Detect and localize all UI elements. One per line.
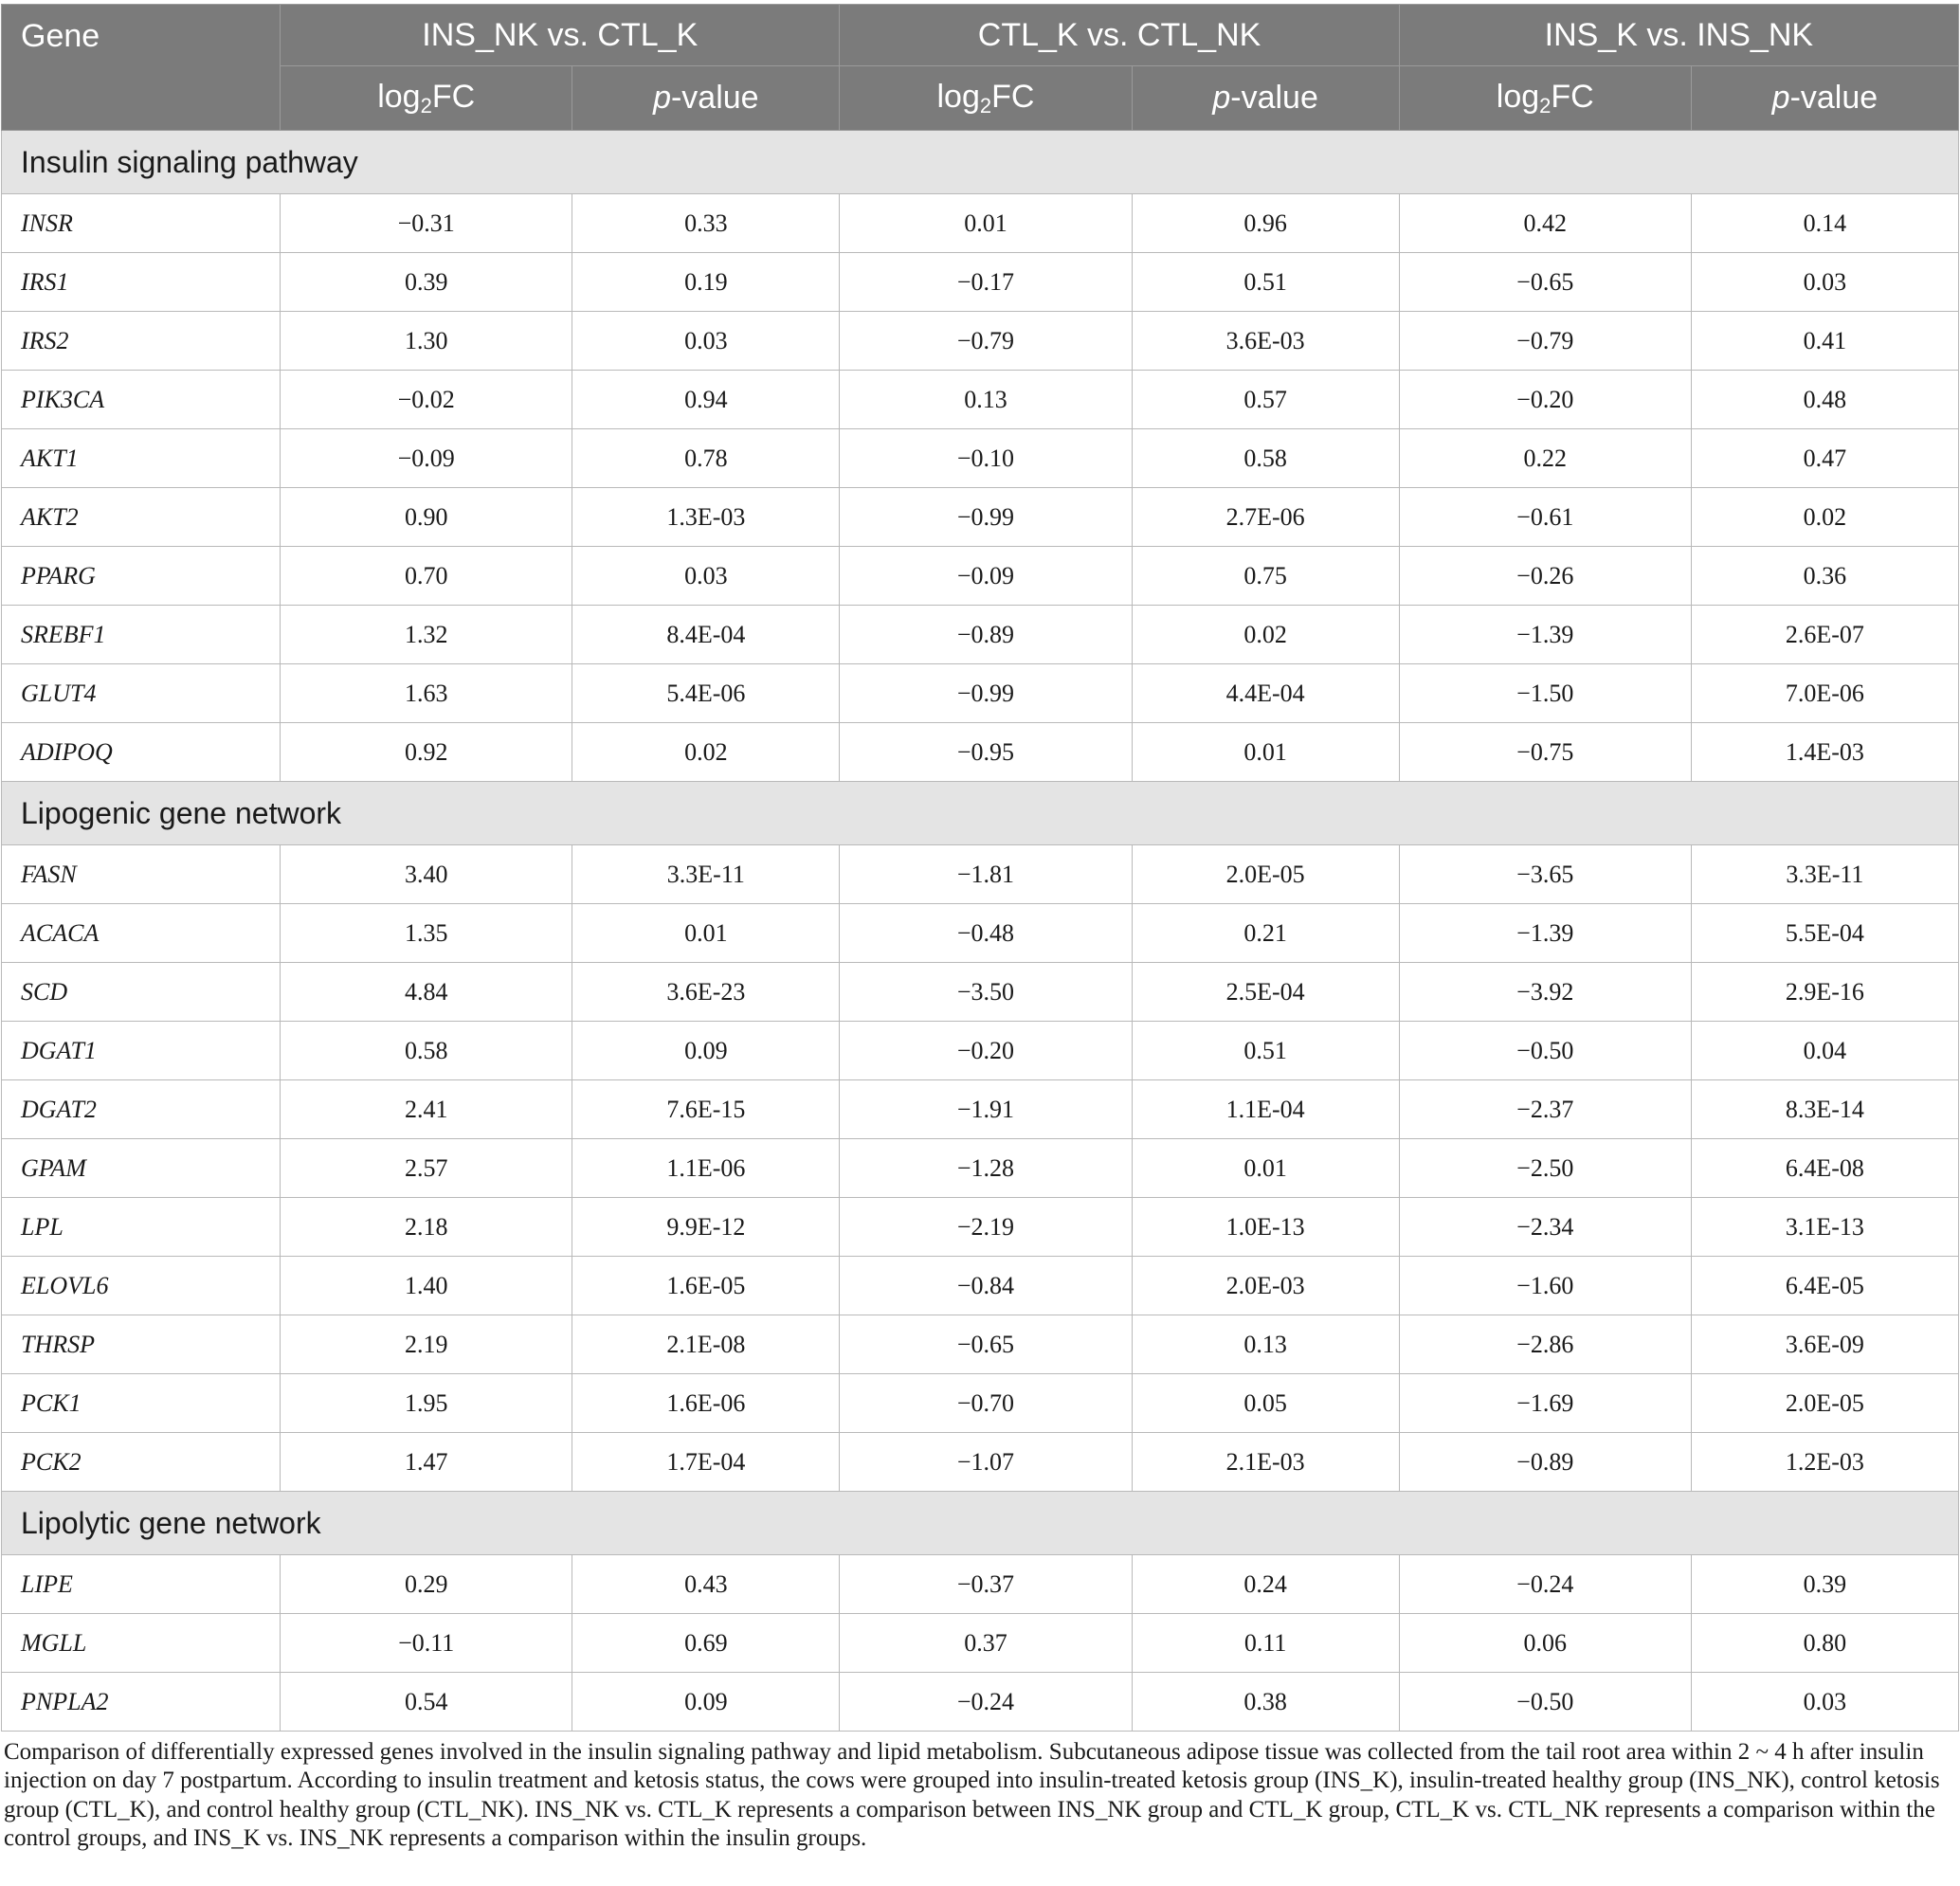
log2fc-cell: 0.70 [281, 547, 572, 606]
p-value-cell: 0.39 [1691, 1555, 1958, 1614]
log2fc-cell: 1.40 [281, 1257, 572, 1315]
log2fc-cell: 0.01 [840, 194, 1132, 253]
table-row [2, 1374, 1959, 1433]
log2fc-cell: 1.95 [281, 1374, 572, 1433]
section-row [2, 1492, 1959, 1555]
log2fc-cell: −0.95 [840, 723, 1132, 782]
p-value-cell: 2.0E-05 [1132, 845, 1399, 904]
p-value-cell: 0.03 [1691, 1673, 1958, 1732]
p-value-cell: 3.1E-13 [1691, 1198, 1958, 1257]
log2fc-cell: −0.20 [840, 1022, 1132, 1080]
gene-name-cell: INSR [2, 194, 281, 253]
log2fc-cell: −0.09 [281, 429, 572, 488]
log2fc-cell: 1.63 [281, 664, 572, 723]
log2fc-cell: −1.39 [1399, 606, 1691, 664]
table-row [2, 1433, 1959, 1492]
log2fc-cell: −2.50 [1399, 1139, 1691, 1198]
log2fc-cell: −0.11 [281, 1614, 572, 1673]
p-value-cell: 0.11 [1132, 1614, 1399, 1673]
p-value-cell: 0.04 [1691, 1022, 1958, 1080]
p-value-cell: 0.02 [572, 723, 840, 782]
p-value-cell: 2.9E-16 [1691, 963, 1958, 1022]
p-value-cell: 0.14 [1691, 194, 1958, 253]
log2fc-cell: −0.70 [840, 1374, 1132, 1433]
log2fc-cell: −0.09 [840, 547, 1132, 606]
table-caption: Comparison of differentially expressed genes involved in the insulin signaling pathway and lipid metabolism. Subcutaneous adipose tissue was collected from the tail root area within 2 ~ 4 h after insulin injection on day 7 postpartum. According to insulin treatment and ketosis status, the cows were grouped into insulin-treated ketosis group (INS_K), insulin-treated healthy group (INS_NK), control ketosis group (CTL_K), and control healthy group (CTL_NK). INS_NK vs. CTL_K represents a comparison between INS_NK group and CTL_K group, CTL_K vs. CTL_NK represents a comparison within the control groups, and INS_K vs. INS_NK represents a comparison within the insulin groups. [4, 1739, 1940, 1852]
p-value-cell: 2.5E-04 [1132, 963, 1399, 1022]
p-value-cell: 0.21 [1132, 904, 1399, 963]
p-value-cell: 6.4E-08 [1691, 1139, 1958, 1198]
table-row [2, 904, 1959, 963]
p-value-header: p-value [572, 66, 840, 131]
p-value-cell: 2.6E-07 [1691, 606, 1958, 664]
log2fc-cell: 3.40 [281, 845, 572, 904]
gene-name-cell: PCK1 [2, 1374, 281, 1433]
table-body [2, 131, 1959, 1732]
log2fc-cell: −3.50 [840, 963, 1132, 1022]
log2fc-cell: −1.07 [840, 1433, 1132, 1492]
section-title: Lipogenic gene network [2, 782, 1959, 845]
table-row [2, 845, 1959, 904]
p-value-cell: 0.51 [1132, 253, 1399, 312]
log2fc-cell: −0.24 [1399, 1555, 1691, 1614]
comparison-header: INS_NK vs. CTL_K [281, 5, 840, 66]
log2fc-cell: −2.19 [840, 1198, 1132, 1257]
log2fc-cell: −0.99 [840, 664, 1132, 723]
log2fc-cell: −2.34 [1399, 1198, 1691, 1257]
log2fc-cell: −0.79 [840, 312, 1132, 371]
log2fc-cell: −0.10 [840, 429, 1132, 488]
log2fc-cell: 0.54 [281, 1673, 572, 1732]
p-value-cell: 1.1E-04 [1132, 1080, 1399, 1139]
p-value-cell: 3.3E-11 [572, 845, 840, 904]
gene-name-cell: PNPLA2 [2, 1673, 281, 1732]
log2fc-cell: −1.91 [840, 1080, 1132, 1139]
table-row [2, 1315, 1959, 1374]
log2fc-cell: −0.50 [1399, 1022, 1691, 1080]
log2fc-cell: −1.81 [840, 845, 1132, 904]
log2fc-cell: 0.90 [281, 488, 572, 547]
gene-name-cell: PIK3CA [2, 371, 281, 429]
log2fc-cell: −1.28 [840, 1139, 1132, 1198]
table-row [2, 606, 1959, 664]
p-value-cell: 0.38 [1132, 1673, 1399, 1732]
p-value-cell: 0.57 [1132, 371, 1399, 429]
log2fc-cell: −0.89 [840, 606, 1132, 664]
table-row [2, 1257, 1959, 1315]
log2fc-cell: −0.20 [1399, 371, 1691, 429]
p-value-cell: 0.75 [1132, 547, 1399, 606]
p-value-cell: 1.4E-03 [1691, 723, 1958, 782]
table-row [2, 1139, 1959, 1198]
log2fc-cell: −1.39 [1399, 904, 1691, 963]
p-value-cell: 5.4E-06 [572, 664, 840, 723]
table-row [2, 488, 1959, 547]
log2fc-cell: −0.17 [840, 253, 1132, 312]
table-row [2, 547, 1959, 606]
log2fc-cell: −0.37 [840, 1555, 1132, 1614]
gene-name-cell: GLUT4 [2, 664, 281, 723]
table-row [2, 194, 1959, 253]
p-value-cell: 0.43 [572, 1555, 840, 1614]
p-value-cell: 0.80 [1691, 1614, 1958, 1673]
log2fc-cell: −1.69 [1399, 1374, 1691, 1433]
p-value-cell: 2.0E-05 [1691, 1374, 1958, 1433]
log2fc-cell: 0.39 [281, 253, 572, 312]
p-value-cell: 0.05 [1132, 1374, 1399, 1433]
p-value-cell: 0.24 [1132, 1555, 1399, 1614]
gene-name-cell: AKT2 [2, 488, 281, 547]
table-row [2, 312, 1959, 371]
table-row [2, 1198, 1959, 1257]
p-value-cell: 2.0E-03 [1132, 1257, 1399, 1315]
p-value-cell: 0.94 [572, 371, 840, 429]
log2fc-cell: −0.65 [840, 1315, 1132, 1374]
log2fc-cell: 1.47 [281, 1433, 572, 1492]
log2fc-cell: 0.42 [1399, 194, 1691, 253]
table-row [2, 723, 1959, 782]
table-row [2, 253, 1959, 312]
p-value-cell: 3.6E-09 [1691, 1315, 1958, 1374]
p-value-cell: 1.6E-06 [572, 1374, 840, 1433]
p-value-cell: 1.1E-06 [572, 1139, 840, 1198]
log2fc-cell: −0.65 [1399, 253, 1691, 312]
p-value-cell: 6.4E-05 [1691, 1257, 1958, 1315]
section-title: Lipolytic gene network [2, 1492, 1959, 1555]
log2fc-cell: 4.84 [281, 963, 572, 1022]
p-value-cell: 0.78 [572, 429, 840, 488]
table-row [2, 1614, 1959, 1673]
comparison-header: CTL_K vs. CTL_NK [840, 5, 1399, 66]
table-row [2, 1555, 1959, 1614]
log2fc-cell: −2.37 [1399, 1080, 1691, 1139]
log2fc-cell: −2.86 [1399, 1315, 1691, 1374]
p-value-cell: 3.6E-23 [572, 963, 840, 1022]
log2fc-cell: 0.92 [281, 723, 572, 782]
log2fc-header: $\log_2FC$ [840, 66, 1132, 131]
gene-name-cell: PCK2 [2, 1433, 281, 1492]
gene-name-cell: GPAM [2, 1139, 281, 1198]
p-value-cell: 0.01 [572, 904, 840, 963]
comparison-header: INS_K vs. INS_NK [1399, 5, 1958, 66]
p-value-cell: 8.4E-04 [572, 606, 840, 664]
gene-name-cell: SCD [2, 963, 281, 1022]
table-header [2, 5, 1959, 131]
log2fc-cell: 1.30 [281, 312, 572, 371]
gene-expression-table [1, 4, 1959, 1732]
log2fc-cell: −0.99 [840, 488, 1132, 547]
p-value-cell: 0.09 [572, 1673, 840, 1732]
gene-name-cell: PPARG [2, 547, 281, 606]
log2fc-cell: −3.65 [1399, 845, 1691, 904]
p-value-cell: 2.7E-06 [1132, 488, 1399, 547]
p-value-cell: 1.7E-04 [572, 1433, 840, 1492]
log2fc-cell: 2.57 [281, 1139, 572, 1198]
p-value-cell: 0.01 [1132, 1139, 1399, 1198]
p-value-cell: 1.0E-13 [1132, 1198, 1399, 1257]
p-value-cell: 0.01 [1132, 723, 1399, 782]
p-value-cell: 3.3E-11 [1691, 845, 1958, 904]
log2fc-cell: 0.06 [1399, 1614, 1691, 1673]
table-row [2, 371, 1959, 429]
p-value-cell: 0.48 [1691, 371, 1958, 429]
p-value-cell: 0.13 [1132, 1315, 1399, 1374]
p-value-cell: 9.9E-12 [572, 1198, 840, 1257]
table-row [2, 1673, 1959, 1732]
log2fc-cell: −0.48 [840, 904, 1132, 963]
gene-name-cell: DGAT1 [2, 1022, 281, 1080]
gene-name-cell: ADIPOQ [2, 723, 281, 782]
p-value-cell: 0.03 [572, 312, 840, 371]
p-value-cell: 0.51 [1132, 1022, 1399, 1080]
p-value-cell: 7.6E-15 [572, 1080, 840, 1139]
log2fc-cell: 2.19 [281, 1315, 572, 1374]
p-value-cell: 1.6E-05 [572, 1257, 840, 1315]
table-row [2, 429, 1959, 488]
log2fc-cell: 0.13 [840, 371, 1132, 429]
log2fc-cell: 0.58 [281, 1022, 572, 1080]
section-row [2, 782, 1959, 845]
log2fc-cell: 2.18 [281, 1198, 572, 1257]
p-value-cell: 4.4E-04 [1132, 664, 1399, 723]
log2fc-cell: 0.29 [281, 1555, 572, 1614]
p-value-cell: 5.5E-04 [1691, 904, 1958, 963]
log2fc-cell: 0.22 [1399, 429, 1691, 488]
gene-name-cell: IRS2 [2, 312, 281, 371]
log2fc-cell: −0.24 [840, 1673, 1132, 1732]
log2fc-cell: 1.32 [281, 606, 572, 664]
gene-name-cell: DGAT2 [2, 1080, 281, 1139]
p-value-cell: 0.09 [572, 1022, 840, 1080]
p-value-cell: 0.19 [572, 253, 840, 312]
log2fc-cell: −0.31 [281, 194, 572, 253]
gene-name-cell: ACACA [2, 904, 281, 963]
log2fc-cell: 2.41 [281, 1080, 572, 1139]
log2fc-cell: −0.02 [281, 371, 572, 429]
section-row [2, 131, 1959, 194]
p-value-cell: 8.3E-14 [1691, 1080, 1958, 1139]
p-value-cell: 0.58 [1132, 429, 1399, 488]
log2fc-cell: −3.92 [1399, 963, 1691, 1022]
p-value-cell: 0.96 [1132, 194, 1399, 253]
log2fc-cell: −0.75 [1399, 723, 1691, 782]
table-row [2, 1022, 1959, 1080]
gene-name-cell: LIPE [2, 1555, 281, 1614]
table-row [2, 664, 1959, 723]
log2fc-cell: −1.50 [1399, 664, 1691, 723]
p-value-cell: 0.03 [1691, 253, 1958, 312]
gene-name-cell: THRSP [2, 1315, 281, 1374]
log2fc-cell: −1.60 [1399, 1257, 1691, 1315]
p-value-cell: 7.0E-06 [1691, 664, 1958, 723]
table-row [2, 1080, 1959, 1139]
p-value-cell: 1.3E-03 [572, 488, 840, 547]
p-value-header: p-value [1691, 66, 1958, 131]
gene-name-cell: SREBF1 [2, 606, 281, 664]
p-value-cell: 2.1E-03 [1132, 1433, 1399, 1492]
log2fc-header: $\log_2FC$ [1399, 66, 1691, 131]
log2fc-cell: 1.35 [281, 904, 572, 963]
p-value-cell: 0.02 [1132, 606, 1399, 664]
log2fc-cell: −0.89 [1399, 1433, 1691, 1492]
log2fc-cell: 0.37 [840, 1614, 1132, 1673]
p-value-cell: 0.03 [572, 547, 840, 606]
p-value-cell: 1.2E-03 [1691, 1433, 1958, 1492]
log2fc-cell: −0.26 [1399, 547, 1691, 606]
gene-name-cell: AKT1 [2, 429, 281, 488]
log2fc-cell: −0.61 [1399, 488, 1691, 547]
p-value-header: p-value [1132, 66, 1399, 131]
gene-name-cell: IRS1 [2, 253, 281, 312]
gene-column-header: Gene [2, 5, 281, 131]
log2fc-cell: −0.79 [1399, 312, 1691, 371]
p-value-cell: 3.6E-03 [1132, 312, 1399, 371]
p-value-cell: 2.1E-08 [572, 1315, 840, 1374]
log2fc-cell: −0.84 [840, 1257, 1132, 1315]
gene-name-cell: LPL [2, 1198, 281, 1257]
section-title: Insulin signaling pathway [2, 131, 1959, 194]
log2fc-cell: −0.50 [1399, 1673, 1691, 1732]
p-value-cell: 0.02 [1691, 488, 1958, 547]
gene-name-cell: ELOVL6 [2, 1257, 281, 1315]
p-value-cell: 0.69 [572, 1614, 840, 1673]
p-value-cell: 0.47 [1691, 429, 1958, 488]
p-value-cell: 0.33 [572, 194, 840, 253]
table-row [2, 963, 1959, 1022]
gene-name-cell: FASN [2, 845, 281, 904]
gene-name-cell: MGLL [2, 1614, 281, 1673]
p-value-cell: 0.36 [1691, 547, 1958, 606]
p-value-cell: 0.41 [1691, 312, 1958, 371]
log2fc-header: $\log_2FC$ [281, 66, 572, 131]
